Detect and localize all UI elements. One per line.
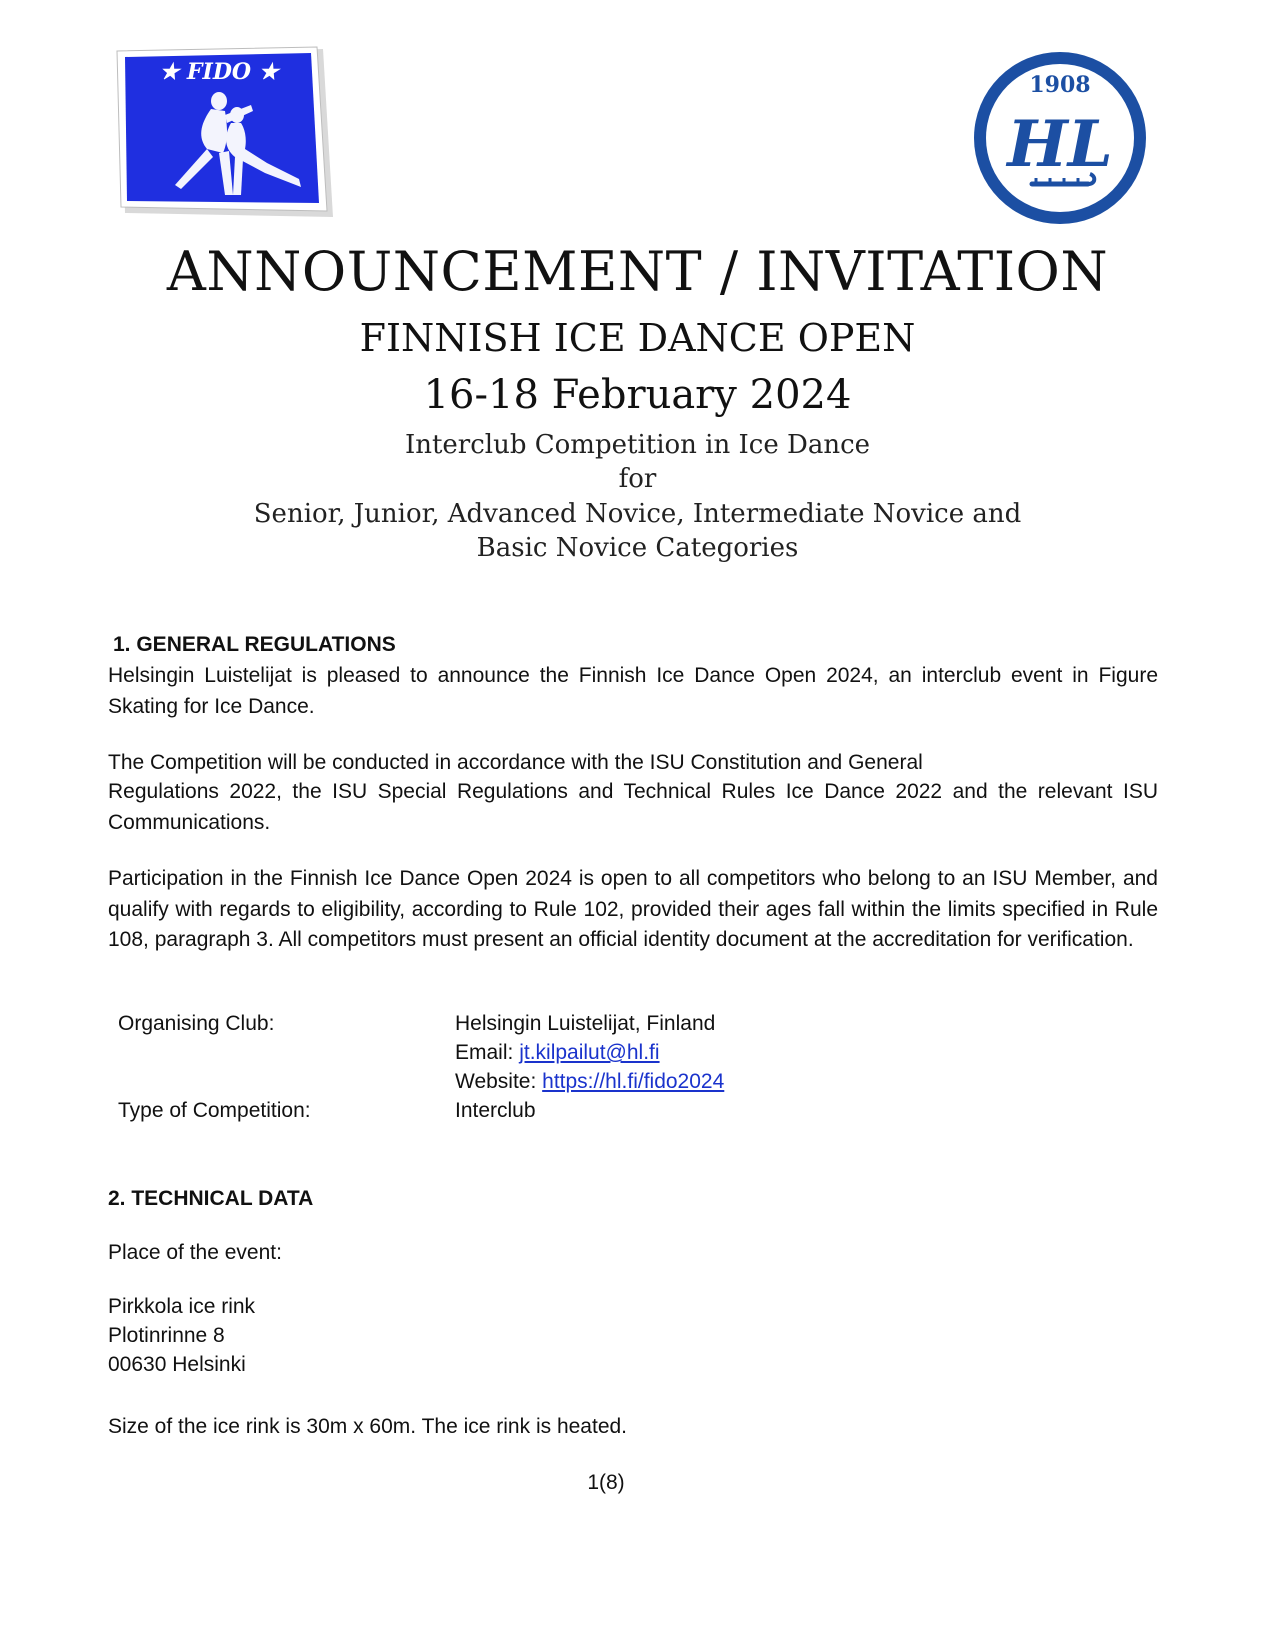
- rink-info: Size of the ice rink is 30m x 60m. The ice rink is heated.: [108, 1415, 628, 1438]
- hl-club-logo: [970, 48, 1150, 228]
- lead-line-2: for: [618, 464, 657, 494]
- section-heading-technical-data: 2. TECHNICAL DATA: [108, 1187, 314, 1210]
- organising-club-label: Organising Club:: [118, 1012, 275, 1035]
- lead-line-3: Senior, Junior, Advanced Novice, Intermediate Novice and: [253, 499, 1022, 529]
- event-name: FINNISH ICE DANCE OPEN: [359, 316, 916, 360]
- organising-club-value: Helsingin Luistelijat, Finland: [455, 1012, 716, 1035]
- website-link[interactable]: https://hl.fi/fido2024: [542, 1070, 725, 1093]
- section-heading-general-regulations: 1. GENERAL REGULATIONS: [113, 633, 396, 656]
- paragraph-participation: Participation in the Finnish Ice Dance Open 2024 is open to all competitors who belong to an ISU Member, and qualify with regards to eligibility, according to Rule 102, provided their ages fall within the limits specified in Rule 108, paragraph 3. All competitors must present an official identity document at the accreditation for verification.: [108, 867, 1158, 951]
- competition-type-label: Type of Competition:: [118, 1099, 311, 1122]
- page-number: 1(8): [587, 1471, 625, 1494]
- address-line-3: 00630 Helsinki: [108, 1353, 246, 1376]
- paragraph-intro: Helsingin Luistelijat is pleased to announce the Finnish Ice Dance Open 2024, an interclub event in Figure Skating for Ice Dance.: [108, 664, 1158, 718]
- website-row: [455, 1067, 724, 1098]
- address-line-2: Plotinrinne 8: [108, 1324, 225, 1347]
- fido-logo-text: ★ FIDO ★: [159, 59, 279, 85]
- page-title: ANNOUNCEMENT / INVITATION: [166, 240, 1109, 303]
- event-date: 16-18 February 2024: [423, 372, 852, 418]
- place-label: Place of the event:: [108, 1241, 282, 1264]
- competition-type-value: Interclub: [455, 1099, 536, 1122]
- paragraph-regulations-line-1: The Competition will be conducted in accordance with the ISU Constitution and General: [108, 751, 923, 774]
- email-row: [455, 1038, 660, 1069]
- email-label: Email:: [455, 1041, 520, 1064]
- email-link[interactable]: jt.kilpailut@hl.fi: [519, 1041, 660, 1064]
- fido-logo: [115, 45, 337, 223]
- hl-logo-monogram: HL: [1007, 107, 1113, 182]
- hl-logo-year: 1908: [1029, 72, 1091, 98]
- paragraph-regulations-line-2: Regulations 2022, the ISU Special Regulations and Technical Rules Ice Dance 2022 and the relevant ISU Communications.: [108, 780, 1158, 834]
- lead-line-4: Basic Novice Categories: [476, 533, 799, 563]
- lead-line-1: Interclub Competition in Ice Dance: [404, 430, 871, 460]
- address-line-1: Pirkkola ice rink: [108, 1295, 256, 1318]
- website-label: Website:: [455, 1070, 543, 1093]
